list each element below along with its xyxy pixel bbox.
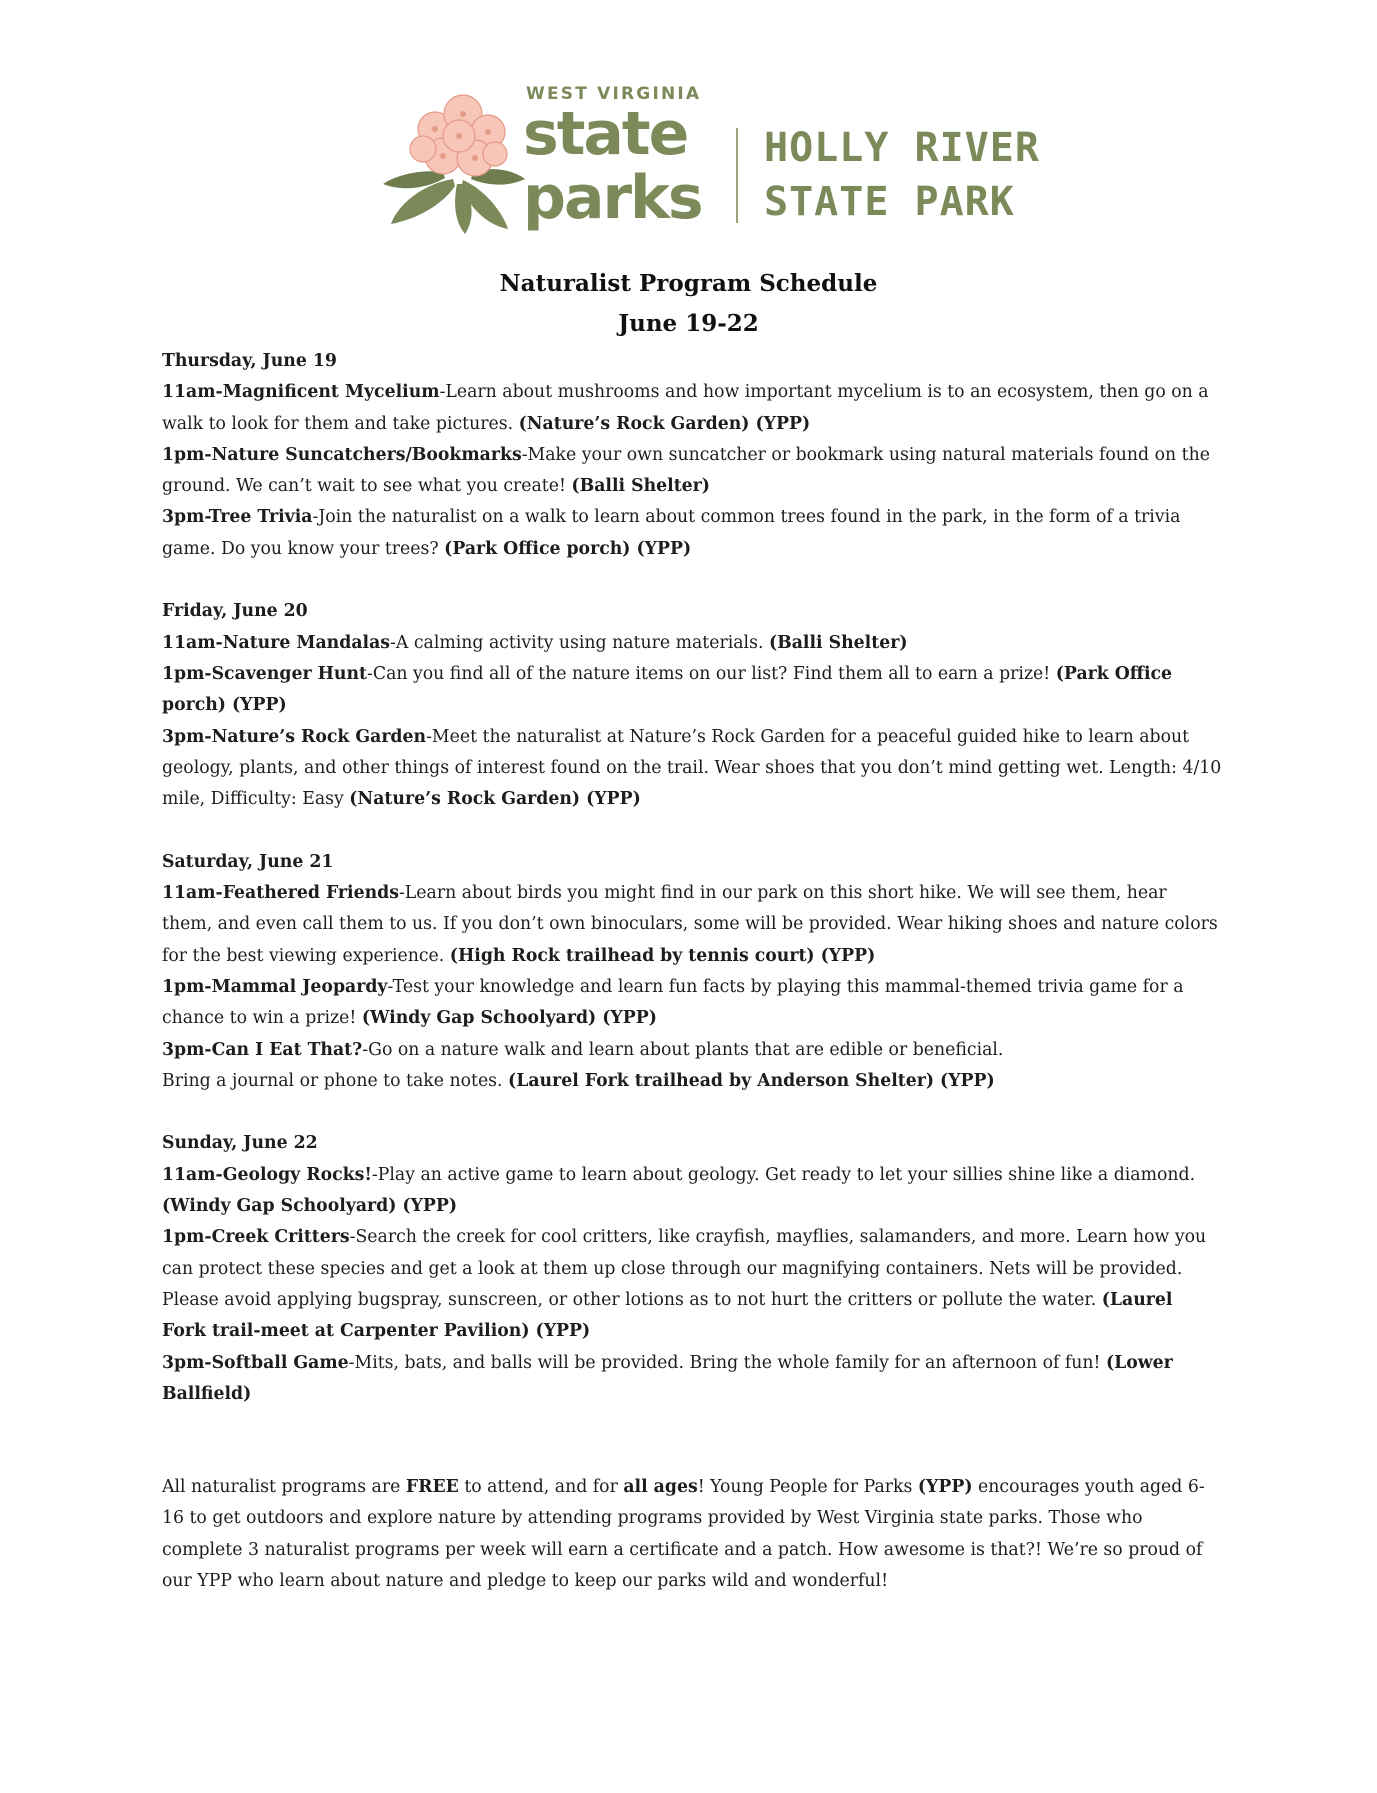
- program-item: [162, 972, 1222, 1035]
- program-desc: -Make your own suncatcher or bookmark using natural materials found on the ground. We can’t wait to see what you create!: [162, 444, 1210, 497]
- logo-state: state: [523, 99, 688, 169]
- program-location: (Nature’s Rock Garden) (YPP): [349, 789, 641, 810]
- program-item: [162, 1348, 1222, 1411]
- logo-parks: parks: [523, 163, 702, 233]
- program-desc: -Play an active game to learn about geology. Get ready to let your sillies shine like a diamond.: [371, 1164, 1196, 1185]
- footer-note: [162, 1472, 1222, 1597]
- footer-text: ! Young People for Parks: [697, 1477, 918, 1498]
- program-location: (Balli Shelter): [768, 632, 908, 653]
- footer-free: FREE: [405, 1477, 459, 1498]
- program-item: [162, 377, 1222, 440]
- day-heading: Sunday, June 22: [162, 1133, 318, 1154]
- program-desc: -Join the naturalist on a walk to learn about common trees found in the park, in the form of a trivia game. Do you know your trees?: [162, 507, 1181, 559]
- program-location: (Windy Gap Schoolyard) (YPP): [162, 1196, 458, 1217]
- program-location: (Windy Gap Schoolyard) (YPP): [361, 1008, 657, 1029]
- footer-all-ages: all ages: [623, 1477, 698, 1498]
- program-title: 11am-Feathered Friends: [162, 883, 399, 904]
- program-item: [162, 440, 1222, 503]
- program-location: (Park Office porch) (YPP): [162, 663, 1173, 716]
- rhododendron-flower-icon: [383, 84, 528, 234]
- footer-text: encourages youth aged 6-16 to get outdoors and explore nature by attending programs provided by West Virginia state parks. Those who complete 3 naturalist programs per week will earn a certificate and a patch. How awesome is that?! We’re so proud of our YPP who learn about nature and pledge to keep our parks wild and wonderful!: [162, 1477, 1205, 1591]
- program-location: (Lower Ballfield): [162, 1352, 1173, 1404]
- program-desc: -Can you find all of the nature items on our list? Find them all to earn a prize!: [367, 663, 1056, 684]
- footer-text: to attend, and for: [458, 1477, 624, 1498]
- day-heading: Saturday, June 21: [162, 851, 334, 872]
- program-item: [162, 722, 1222, 816]
- program-location: (High Rock trailhead by tennis court) (YPP): [449, 945, 876, 966]
- program-title: 11am-Geology Rocks!: [162, 1164, 372, 1185]
- program-desc: -Search the creek for cool critters, like crayfish, mayflies, salamanders, and more. Learn how you can protect these species and get a look at them up close through our magnifying containers. Nets will be provided. Please avoid applying bugspray, sunscreen, or other lotions as to not hurt the critters or pollute the water.: [162, 1227, 1207, 1310]
- program-desc: -Go on a nature walk and learn about plants that are edible or beneficial.: [362, 1039, 1004, 1060]
- program-desc: -Learn about birds you might find in our park on this short hike. We will see them, hear them, and even call them to us. If you don’t own binoculars, some will be provided. Wear hiking shoes and nature colors for the best viewing experience.: [162, 883, 1218, 966]
- program-item: [162, 628, 1222, 659]
- program-desc: -Meet the naturalist at Nature’s Rock Garden for a peaceful guided hike to learn about geology, plants, and other things of interest found on the trail. Wear shoes that you don’t mind getting wet. Length: 4/10 mile, Difficulty: Easy: [162, 726, 1222, 810]
- program-desc-continued: Bring a journal or phone to take notes.: [162, 1070, 509, 1091]
- program-title: 11am-Nature Mandalas: [162, 632, 391, 653]
- schedule-content: [162, 346, 1222, 1597]
- page-title: Naturalist Program Schedule: [499, 270, 878, 297]
- state-parks-logo: [383, 78, 1040, 238]
- program-location: (Nature’s Rock Garden) (YPP): [518, 413, 811, 434]
- day-heading: Thursday, June 19: [162, 351, 337, 371]
- program-title: 11am-Magnificent Mycelium: [162, 382, 440, 403]
- footer-ypp: (YPP): [917, 1477, 973, 1498]
- program-desc: -Mits, bats, and balls will be provided. Bring the whole family for an afternoon of fun!: [348, 1352, 1106, 1373]
- day-heading: Friday, June 20: [162, 601, 308, 622]
- program-title: 3pm-Tree Trivia: [162, 507, 313, 528]
- program-title: 1pm-Scavenger Hunt: [162, 663, 368, 684]
- program-item: [162, 1222, 1222, 1347]
- program-desc: -A calming activity using nature materials.: [390, 632, 769, 653]
- program-title: 3pm-Softball Game: [162, 1352, 349, 1373]
- program-title: 3pm-Can I Eat That?: [162, 1039, 363, 1060]
- program-item: [162, 502, 1222, 565]
- footer-text: All naturalist programs are: [162, 1477, 406, 1498]
- program-title: 1pm-Nature Suncatchers/Bookmarks: [162, 444, 522, 465]
- logo-divider: [736, 128, 738, 223]
- program-desc: -Test your knowledge and learn fun facts by playing this mammal-themed trivia game for a chance to win a prize!: [162, 976, 1184, 1029]
- program-item: [162, 878, 1222, 972]
- program-title: 1pm-Creek Critters: [162, 1227, 350, 1248]
- page-dates: June 19-22: [618, 310, 759, 337]
- logo-west-virginia: WEST VIRGINIA: [526, 84, 702, 104]
- logo-park-name-line1: HOLLY RIVER: [764, 125, 1040, 171]
- logo-park-name-line2: STATE PARK: [764, 179, 1015, 225]
- program-location: (Balli Shelter): [571, 476, 710, 497]
- program-item: [162, 1160, 1222, 1223]
- program-desc: -Learn about mushrooms and how important mycelium is to an ecosystem, then go on a walk to look for them and take pictures.: [162, 382, 1209, 434]
- program-location: (Laurel Fork trail-meet at Carpenter Pavilion) (YPP): [162, 1289, 1173, 1342]
- program-location: (Park Office porch) (YPP): [444, 538, 692, 559]
- program-item: [162, 659, 1222, 722]
- program-item: [162, 1035, 1222, 1098]
- program-title: 3pm-Nature’s Rock Garden: [162, 726, 427, 747]
- program-location: (Laurel Fork trailhead by Anderson Shelter) (YPP): [508, 1070, 995, 1091]
- program-title: 1pm-Mammal Jeopardy: [162, 976, 388, 997]
